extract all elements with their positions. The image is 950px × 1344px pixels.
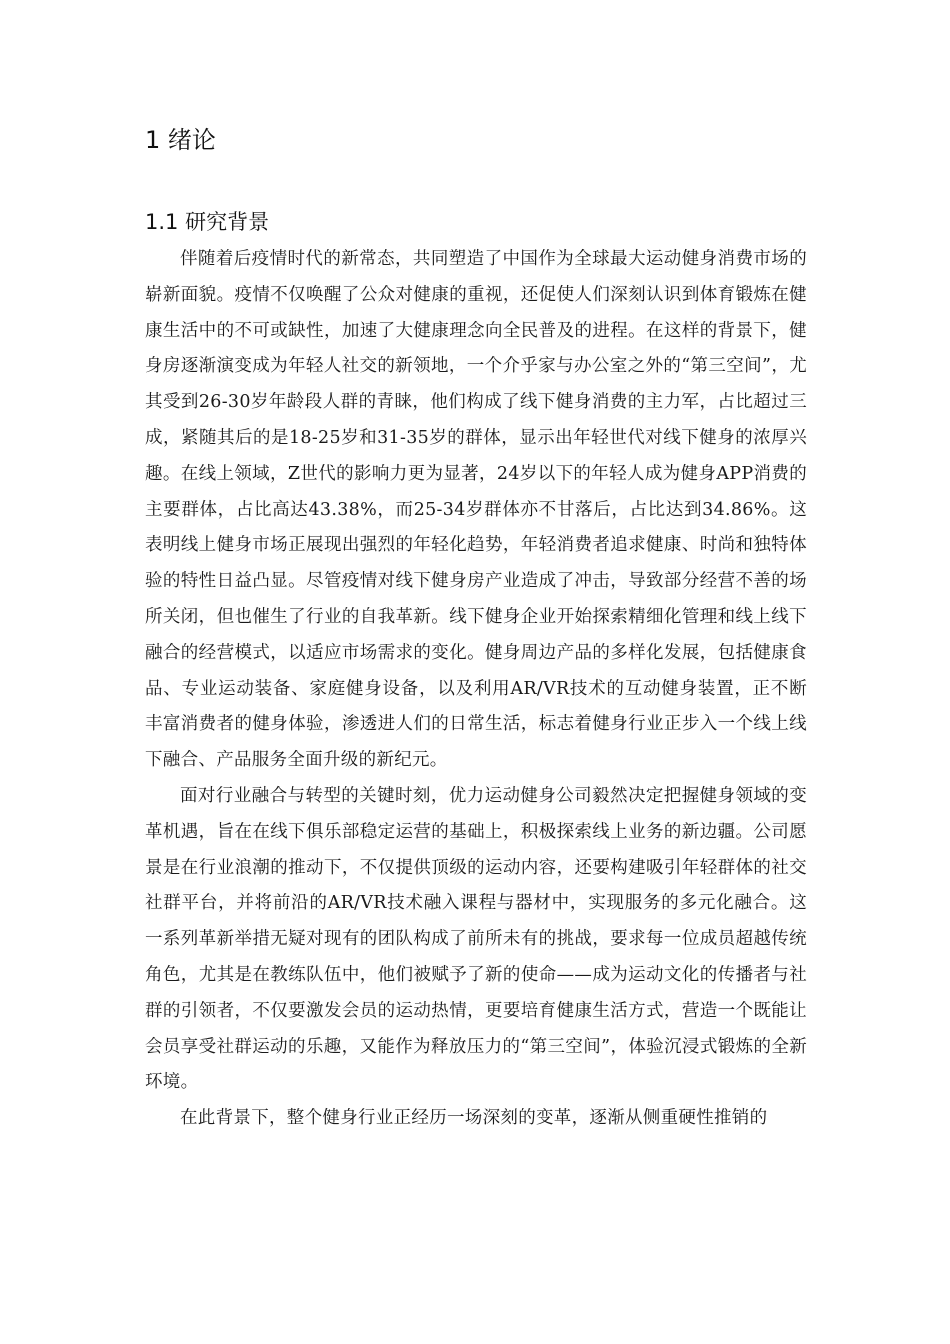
- page-content: [145, 118, 807, 1137]
- body-paragraph-1: 伴随着后疫情时代的新常态，共同塑造了中国作为全球最大运动健身消费市场的崭新面貌。疫情不仅唤醒了公众对健康的重视，还促使人们深刻认识到体育锻炼在健康生活中的不可或缺性，加速了大健康理念向全民普及的进程。在这样的背景下，健身房逐渐演变成为年轻人社交的新领地，一个介乎家与办公室之外的“第三空间”，尤其受到26-30岁年龄段人群的青睐，他们构成了线下健身消费的主力军，占比超过三成，紧随其后的是18-25岁和31-35岁的群体，显示出年轻世代对线下健身的浓厚兴趣。在线上领域，Z世代的影响力更为显著，24岁以下的年轻人成为健身APP消费的主要群体，占比高达43.38%，而25-34岁群体亦不甘落后，占比达到34.86%。这表明线上健身市场正展现出强烈的年轻化趋势，年轻消费者追求健康、时尚和独特体验的特性日益凸显。尽管疫情对线下健身房产业造成了冲击，导致部分经营不善的场所关闭，但也催生了行业的自我革新。线下健身企业开始探索精细化管理和线上线下融合的经营模式，以适应市场需求的变化。健身周边产品的多样化发展，包括健康食品、专业运动装备、家庭健身设备，以及利用AR/VR技术的互动健身装置，正不断丰富消费者的健身体验，渗透进人们的日常生活，标志着健身行业正步入一个线上线下融合、产品服务全面升级的新纪元。: [145, 249, 807, 771]
- section-heading: 1.1 研究背景: [145, 210, 270, 234]
- body-paragraph-3: 在此背景下，整个健身行业正经历一场深刻的变革，逐渐从侧重硬性推销的: [180, 1108, 768, 1129]
- chapter-heading: 1 绪论: [145, 126, 216, 154]
- body-paragraph-2: 面对行业融合与转型的关键时刻，优力运动健身公司毅然决定把握健身领域的变革机遇，旨在在线下俱乐部稳定运营的基础上，积极探索线上业务的新边疆。公司愿景是在行业浪潮的推动下，不仅提供顶级的运动内容，还要构建吸引年轻群体的社交社群平台，并将前沿的AR/VR技术融入课程与器材中，实现服务的多元化融合。这一系列革新举措无疑对现有的团队构成了前所未有的挑战，要求每一位成员超越传统角色，尤其是在教练队伍中，他们被赋予了新的使命——成为运动文化的传播者与社群的引领者，不仅要激发会员的运动热情，更要培育健康生活方式，营造一个既能让会员享受社群运动的乐趣，又能作为释放压力的“第三空间”，体验沉浸式锻炼的全新环境。: [145, 785, 807, 1093]
